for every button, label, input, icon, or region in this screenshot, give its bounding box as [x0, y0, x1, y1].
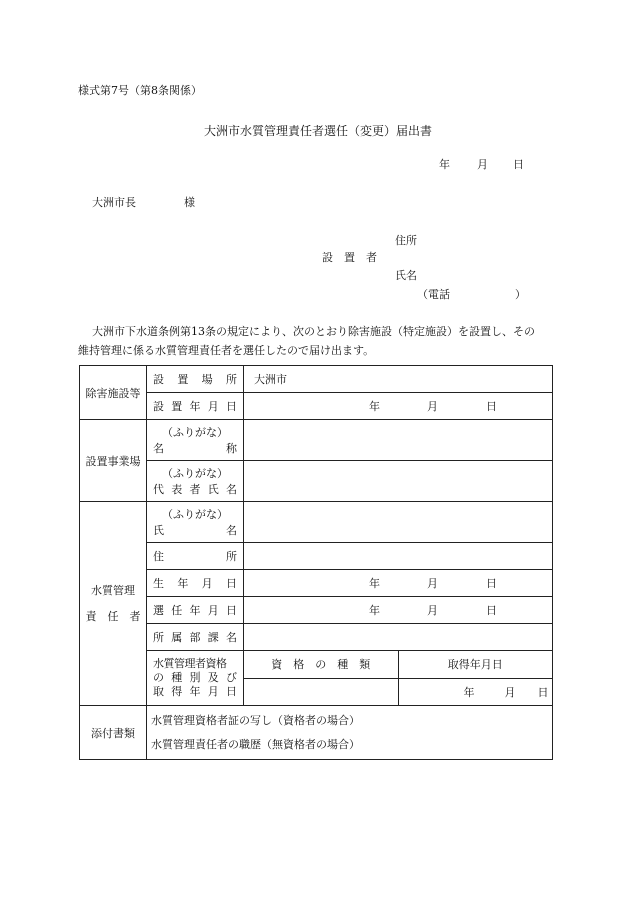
- manager-name-text: [153, 522, 237, 538]
- qual-grid-cell: [244, 651, 553, 706]
- form-table: [79, 365, 553, 760]
- phone-close: ）: [515, 288, 526, 301]
- business-name-a: 名: [153, 442, 164, 455]
- attachment-item-2: 水質管理責任者の職歴（無資格者の場合）: [151, 737, 360, 751]
- row-manager-dept: [80, 624, 553, 651]
- phone-open: （電話: [417, 288, 450, 301]
- location-value[interactable]: 大洲市: [244, 366, 553, 393]
- address-label: 住所: [395, 234, 417, 247]
- qual-line3: 取得年月日: [153, 685, 237, 698]
- rep-furigana: （ふりがな）: [162, 467, 228, 480]
- rep-label: [147, 461, 244, 502]
- row-facility-location: [80, 366, 553, 393]
- qual-label: [147, 651, 244, 706]
- date-year: 年: [439, 158, 450, 171]
- birth-label: 生年月日: [147, 570, 244, 597]
- appoint-value[interactable]: [244, 597, 553, 624]
- manager-address-b: 所: [226, 550, 237, 563]
- row-manager-name: [80, 502, 553, 543]
- install-year: 年: [369, 400, 380, 413]
- appoint-year: 年: [369, 604, 380, 617]
- birth-year: 年: [369, 577, 380, 590]
- addressee-name: 大洲市長: [92, 196, 136, 209]
- rep-value[interactable]: [244, 461, 553, 502]
- install-date-value[interactable]: [244, 393, 553, 420]
- manager-name-label: [147, 502, 244, 543]
- row-business-name: [80, 420, 553, 461]
- manager-group-line2: 責 任 者: [85, 609, 141, 623]
- dept-value[interactable]: [244, 624, 553, 651]
- date-day: 日: [513, 158, 524, 171]
- attachments-list: [147, 706, 553, 760]
- manager-name-a: 氏: [153, 524, 164, 537]
- appoint-month: 月: [427, 604, 438, 617]
- qual-date-value[interactable]: [398, 678, 552, 705]
- manager-name-value[interactable]: [244, 502, 553, 543]
- install-date-label: 設置年月日: [147, 393, 244, 420]
- manager-name-b: 名: [226, 524, 237, 537]
- birth-day: 日: [486, 577, 497, 590]
- qual-type-value[interactable]: [244, 678, 398, 705]
- install-month: 月: [427, 400, 438, 413]
- row-facility-date: [80, 393, 553, 420]
- rep-text: 代表者氏名: [153, 483, 237, 496]
- qual-year: 年: [463, 685, 475, 699]
- form-number: 様式第7号（第8条関係）: [78, 84, 202, 97]
- birth-value[interactable]: [244, 570, 553, 597]
- manager-furigana: （ふりがな）: [162, 508, 228, 521]
- business-name-text: [153, 440, 237, 456]
- row-business-rep: [80, 461, 553, 502]
- qual-date-header: 取得年月日: [398, 651, 552, 678]
- role-label: 設 置 者: [322, 251, 377, 264]
- qual-month: 月: [504, 685, 516, 699]
- qual-day: 日: [537, 685, 549, 699]
- form-title: 大洲市水質管理責任者選任（変更）届出書: [204, 124, 433, 138]
- qual-type-header: 資 格 の 種 類: [244, 651, 398, 678]
- business-name-label: [147, 420, 244, 461]
- manager-address-label: [147, 543, 244, 570]
- manager-address-value[interactable]: [244, 543, 553, 570]
- install-day: 日: [486, 400, 497, 413]
- addressee-honorific: 様: [184, 196, 195, 209]
- row-manager-qual: [80, 651, 553, 706]
- manager-address-text: [153, 548, 237, 564]
- business-name-b: 称: [226, 442, 237, 455]
- qual-line1: 水質管理者資格: [153, 657, 227, 670]
- group-facility: 除害施設等: [80, 366, 147, 420]
- manager-address-a: 住: [153, 550, 164, 563]
- business-name-value[interactable]: [244, 420, 553, 461]
- body-line-2: 維持管理に係る水質管理責任者を選任したので届け出ます。: [78, 344, 375, 357]
- body-line-1: 大洲市下水道条例第13条の規定により、次のとおり除害施設（特定施設）を設置し、その: [92, 325, 535, 338]
- manager-group-line1: 水質管理: [91, 583, 135, 597]
- dept-label: 所属部課名: [147, 624, 244, 651]
- group-attachments: 添付書類: [80, 706, 147, 760]
- appoint-day: 日: [486, 604, 497, 617]
- date-month: 月: [477, 158, 488, 171]
- group-manager: [80, 502, 147, 706]
- row-manager-appoint: [80, 597, 553, 624]
- name-label: 氏名: [395, 269, 417, 282]
- birth-month: 月: [427, 577, 438, 590]
- row-manager-birth: [80, 570, 553, 597]
- qual-grid: [244, 651, 552, 705]
- row-attachments: [80, 706, 553, 760]
- appoint-label: 選任年月日: [147, 597, 244, 624]
- qual-line2: の種別及び: [153, 671, 237, 684]
- group-business: 設置事業場: [80, 420, 147, 502]
- business-furigana: （ふりがな）: [162, 426, 228, 439]
- attachment-item-1: 水質管理資格者証の写し（資格者の場合）: [151, 713, 360, 727]
- location-label: 設置場所: [147, 366, 244, 393]
- row-manager-address: [80, 543, 553, 570]
